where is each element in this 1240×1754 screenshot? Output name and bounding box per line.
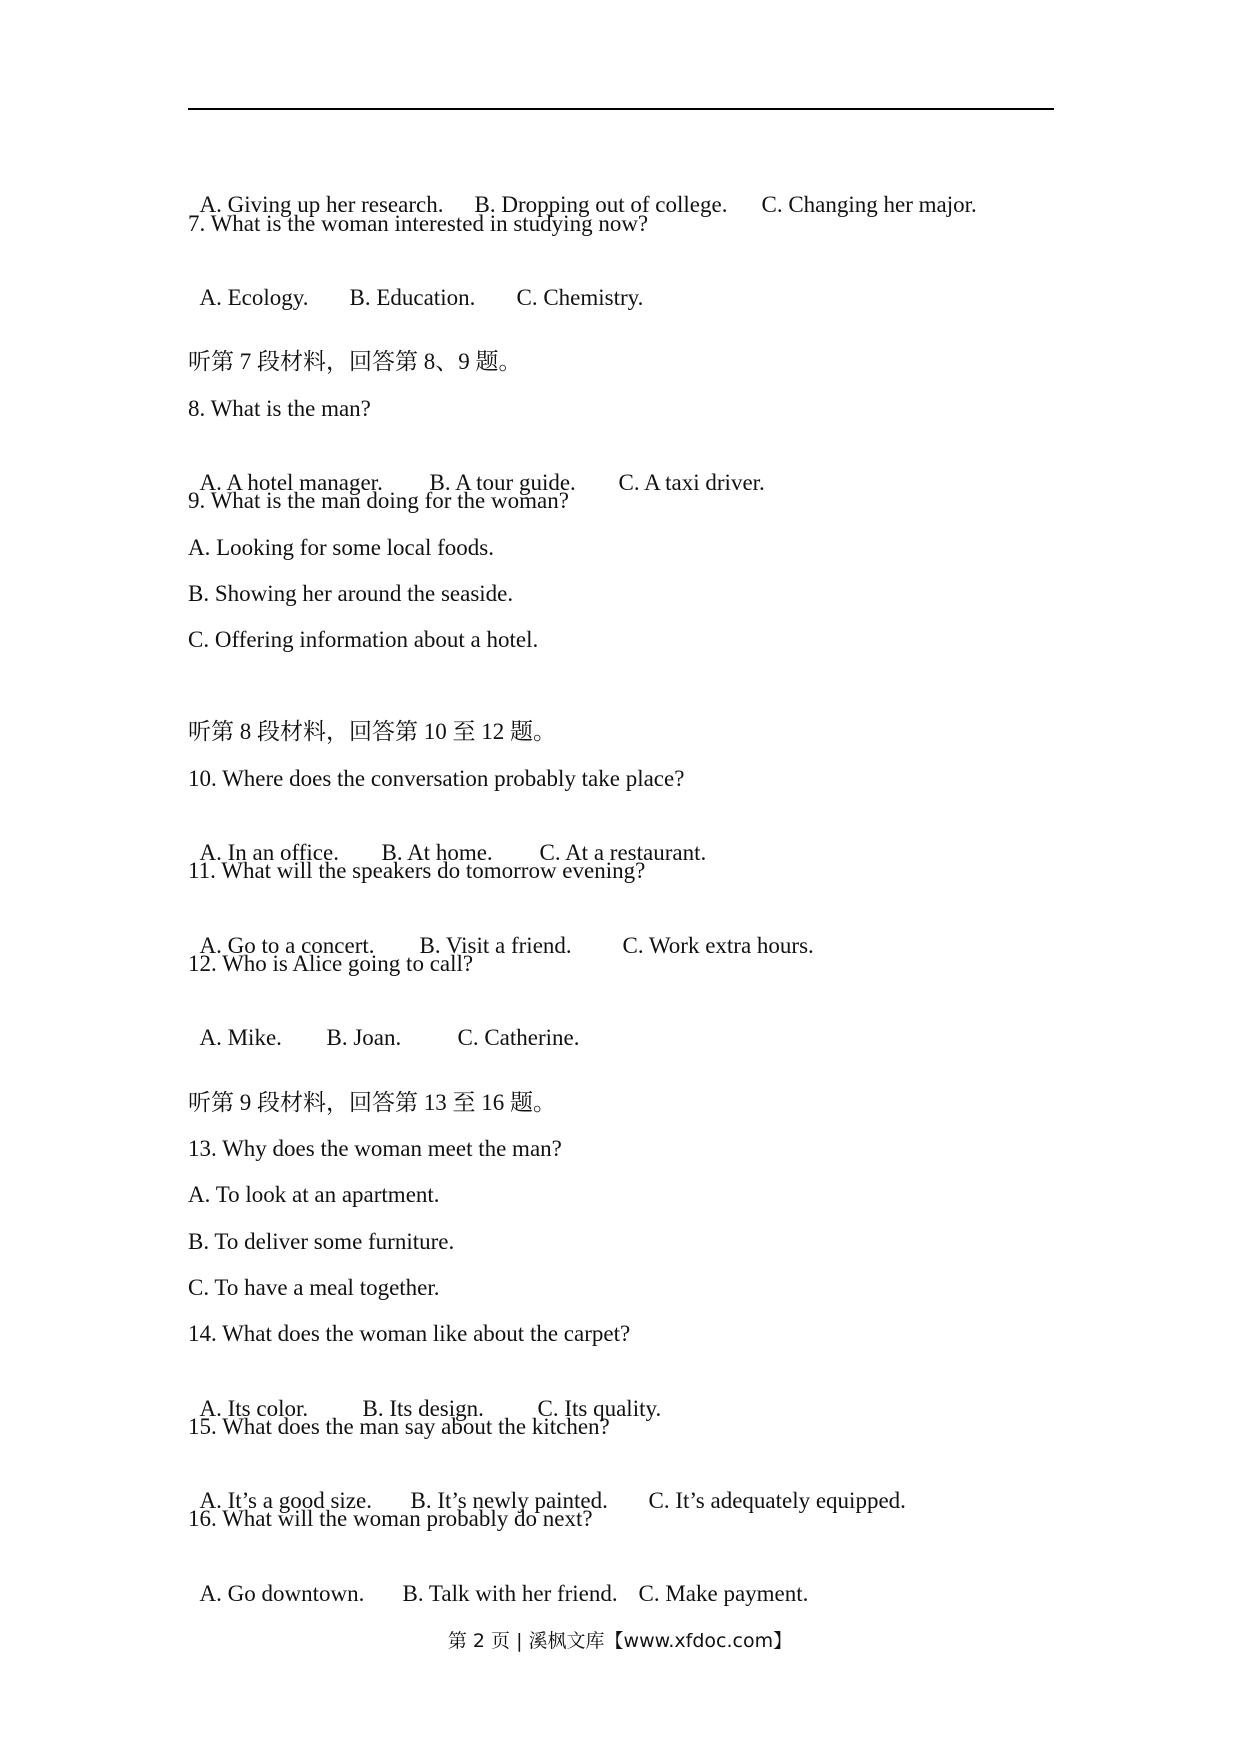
question-14: 14. What does the woman like about the carpet? (188, 1321, 631, 1346)
option-a: A. Giving up her research. (199, 192, 444, 217)
question-15: 15. What does the man say about the kitchen? (188, 1414, 610, 1439)
section-heading-7: 听第 7 段材料，回答第 8、9 题。 (188, 349, 522, 374)
option-b: B. Talk with her friend. (402, 1581, 618, 1606)
option-b: B. Education. (349, 285, 476, 310)
option-c: C. Make payment. (638, 1581, 809, 1606)
section-heading-8: 听第 8 段材料，回答第 10 至 12 题。 (188, 719, 556, 744)
option-b: B. Dropping out of college. (474, 192, 728, 217)
option-a: A. Its color. (199, 1396, 309, 1421)
q16-options (188, 1552, 808, 1608)
option-b: B. A tour guide. (429, 470, 576, 495)
question-16: 16. What will the woman probably do next? (188, 1506, 593, 1531)
q9-option-a: A. Looking for some local foods. (188, 535, 494, 560)
option-c: C. It’s adequately equipped. (648, 1488, 906, 1513)
option-a: A. A hotel manager. (199, 470, 383, 495)
q13-option-a: A. To look at an apartment. (188, 1182, 440, 1207)
question-11: 11. What will the speakers do tomorrow evening? (188, 858, 646, 883)
option-b: B. Visit a friend. (419, 933, 572, 958)
option-b: B. At home. (381, 840, 493, 865)
q9-option-c: C. Offering information about a hotel. (188, 627, 539, 652)
question-9: 9. What is the man doing for the woman? (188, 488, 569, 513)
question-13: 13. Why does the woman meet the man? (188, 1136, 562, 1161)
option-a: A. In an office. (199, 840, 339, 865)
option-c: C. Catherine. (457, 1025, 580, 1050)
option-c: C. Its quality. (537, 1396, 662, 1421)
option-c: C. Chemistry. (516, 285, 644, 310)
question-8: 8. What is the man? (188, 396, 371, 421)
option-a: A. Mike. (199, 1025, 282, 1050)
q12-options (188, 996, 580, 1052)
option-a: A. It’s a good size. (199, 1488, 372, 1513)
q9-option-b: B. Showing her around the seaside. (188, 581, 514, 606)
option-b: B. It’s newly painted. (410, 1488, 608, 1513)
option-c: C. At a restaurant. (539, 840, 707, 865)
option-a: A. Go to a concert. (199, 933, 375, 958)
option-a: A. Ecology. (199, 285, 309, 310)
option-b: B. Its design. (362, 1396, 484, 1421)
question-7: 7. What is the woman interested in studying now? (188, 211, 649, 236)
question-10: 10. Where does the conversation probably take place? (188, 766, 685, 791)
option-b: B. Joan. (326, 1025, 402, 1050)
q7-options (188, 256, 643, 312)
page-footer: 第 2 页 | 溪枫文库【www.xfdoc.com】 (447, 1630, 793, 1652)
option-c: C. Work extra hours. (622, 933, 814, 958)
q13-option-b: B. To deliver some furniture. (188, 1229, 455, 1254)
option-a: A. Go downtown. (199, 1581, 365, 1606)
header-rule (188, 108, 1054, 110)
q13-option-c: C. To have a meal together. (188, 1275, 440, 1300)
option-c: C. A taxi driver. (618, 470, 765, 495)
question-12: 12. Who is Alice going to call? (188, 951, 474, 976)
section-heading-9: 听第 9 段材料，回答第 13 至 16 题。 (188, 1090, 556, 1115)
option-c: C. Changing her major. (761, 192, 977, 217)
